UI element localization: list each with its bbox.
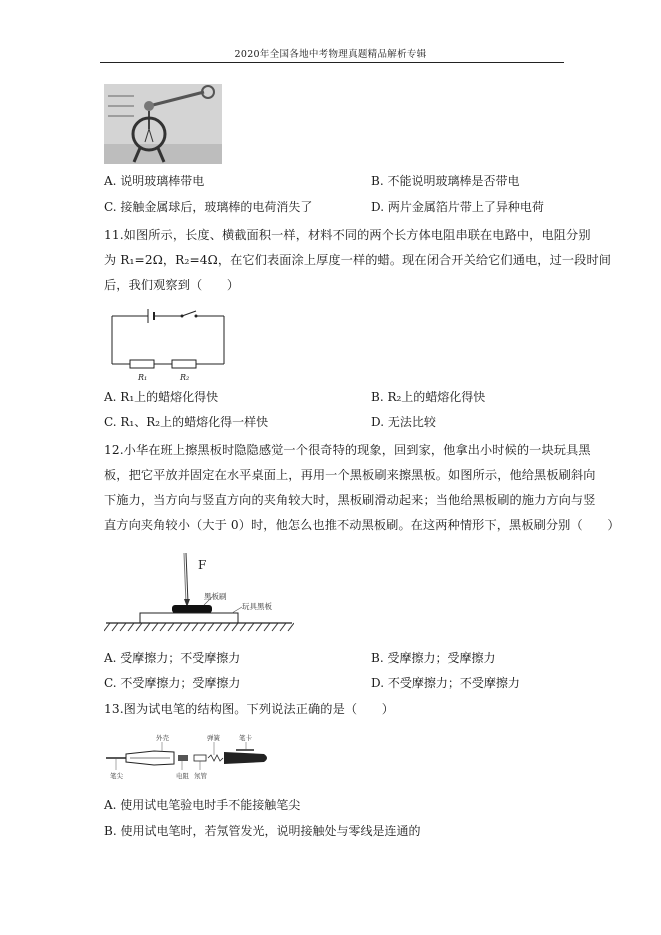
q12-option-d: D. 不受摩擦力；不受摩擦力 [371, 676, 520, 690]
series-circuit-diagram [104, 300, 234, 382]
q11-line-3: 后，我们观察到（ ） [104, 278, 240, 292]
q12-line-3: 下施力，当方向与竖直方向的夹角较大时，黑板刷滑动起来；当他给黑板刷的施力方向与竖 [104, 493, 596, 507]
q13-option-b: B. 使用试电笔时，若氖管发光，说明接触处与零线是连通的 [104, 824, 421, 838]
shell-label: 外壳 [156, 734, 169, 742]
q10-option-b: B. 不能说明玻璃棒是否带电 [371, 174, 520, 188]
q12-option-c: C. 不受摩擦力；受摩擦力 [104, 676, 241, 690]
q11-option-b: B. R₂上的蜡熔化得快 [371, 390, 486, 404]
electroscope-photo [104, 84, 222, 164]
tip-label: 笔尖 [110, 772, 123, 780]
q12-line-2: 板，把它平放并固定在水平桌面上，再用一个黑板刷来擦黑板。如图所示，他给黑板刷斜向 [104, 468, 596, 482]
blackboard-brush-diagram [104, 545, 294, 635]
board-label: 玩具黑板 [242, 602, 272, 611]
q13-option-a: A. 使用试电笔验电时手不能接触笔尖 [104, 798, 301, 812]
q12-line-4: 直方向夹角较小（大于 0）时，他怎么也推不动黑板刷。在这两种情形下，黑板刷分别（ ） [104, 518, 620, 532]
resistor-label: 电阻 [176, 772, 189, 780]
q12-option-b: B. 受摩擦力；受摩擦力 [371, 651, 496, 665]
neon-tube-label: 氖管 [194, 772, 207, 780]
spring-label: 弹簧 [207, 734, 220, 742]
q11-option-d: D. 无法比较 [371, 415, 436, 429]
header-rule [100, 62, 564, 63]
q13-line: 13.图为试电笔的结构图。下列说法正确的是（ ） [104, 702, 395, 716]
q10-option-c: C. 接触金属球后，玻璃棒的电荷消失了 [104, 200, 313, 214]
r1-label: R₁ [138, 373, 148, 382]
q10-option-d: D. 两片金属箔片带上了异种电荷 [371, 200, 544, 214]
test-pen-diagram [104, 730, 280, 782]
q11-option-a: A. R₁上的蜡熔化得快 [104, 390, 219, 404]
q11-line-1: 11.如图所示，长度、横截面积一样，材料不同的两个长方体电阻串联在电路中，电阻分别 [104, 228, 591, 242]
q10-option-a: A. 说明玻璃棒带电 [104, 174, 205, 188]
brush-label: 黑板刷 [204, 592, 227, 601]
page-header: 2020年全国各地中考物理真题精品解析专辑 [234, 49, 427, 60]
clip-label: 笔卡 [239, 734, 252, 742]
q12-line-1: 12.小华在班上擦黑板时隐隐感觉一个很奇特的现象，回到家，他拿出小时候的一块玩具黑 [104, 443, 591, 457]
q12-option-a: A. 受摩擦力；不受摩擦力 [104, 651, 241, 665]
q11-line-2: 为 R₁=2Ω，R₂=4Ω，在它们表面涂上厚度一样的蜡。现在闭合开关给它们通电，过一段时间 [104, 253, 612, 267]
r2-label: R₂ [180, 373, 190, 382]
q11-option-c: C. R₁、R₂上的蜡熔化得一样快 [104, 415, 269, 429]
force-label: F [198, 558, 207, 572]
